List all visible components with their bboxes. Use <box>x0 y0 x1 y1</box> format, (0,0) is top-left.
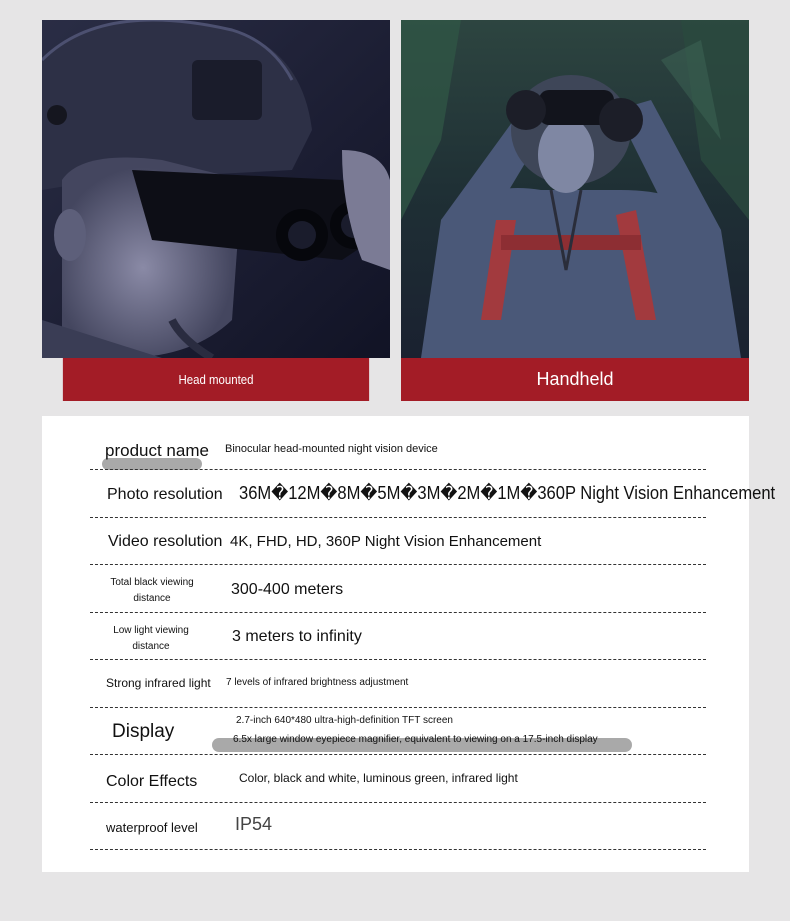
spec-value: 2.7-inch 640*480 ultra-high-definition TFT screen <box>236 715 453 726</box>
spec-label: Total black viewing distance <box>110 577 194 604</box>
spec-row-color-effects <box>90 754 706 803</box>
spec-row-low-light-distance <box>90 612 706 660</box>
spec-row-waterproof <box>90 802 706 850</box>
spec-label: Photo resolution <box>107 486 223 503</box>
spec-table <box>42 416 776 872</box>
spec-value: 3 meters to infinity <box>232 628 362 645</box>
spec-value: 4K, FHD, HD, 360P Night Vision Enhancement <box>230 533 542 550</box>
spec-value: IP54 <box>235 814 273 834</box>
spec-label: product name <box>105 441 209 460</box>
spec-value: 300-400 meters <box>231 581 344 598</box>
spec-value: 6.5x large window eyepiece magnifier, equivalent to viewing on a 17.5-inch display <box>233 734 598 745</box>
spec-value: Color, black and white, luminous green, infrared light <box>239 771 518 785</box>
spec-label: Display <box>112 721 175 742</box>
spec-label: waterproof level <box>106 820 198 835</box>
spec-value: 7 levels of infrared brightness adjustment <box>226 677 409 688</box>
handheld-caption: Handheld <box>401 358 749 401</box>
spec-row-total-black-distance <box>90 564 706 613</box>
spec-row-display <box>90 707 706 755</box>
spec-row-product-name <box>90 416 706 470</box>
head-mounted-card <box>42 20 390 401</box>
spec-row-photo-resolution <box>90 469 776 518</box>
spec-value: Binocular head-mounted night vision device <box>225 443 438 455</box>
spec-value: 36M�12M�8M�5M�3M�2M�1M�360P Night Vision Enhancement <box>239 483 776 503</box>
spec-row-infrared <box>90 659 706 708</box>
spec-label: Low light viewing distance <box>113 625 189 652</box>
head-mounted-caption: Head mounted <box>63 358 369 401</box>
spec-row-video-resolution <box>90 517 706 565</box>
handheld-photo <box>401 20 749 358</box>
head-mounted-photo <box>42 20 390 358</box>
spec-label: Video resolution <box>108 533 223 550</box>
spec-label: Color Effects <box>106 773 198 790</box>
handheld-card <box>401 20 749 401</box>
spec-label: Strong infrared light <box>106 676 211 690</box>
